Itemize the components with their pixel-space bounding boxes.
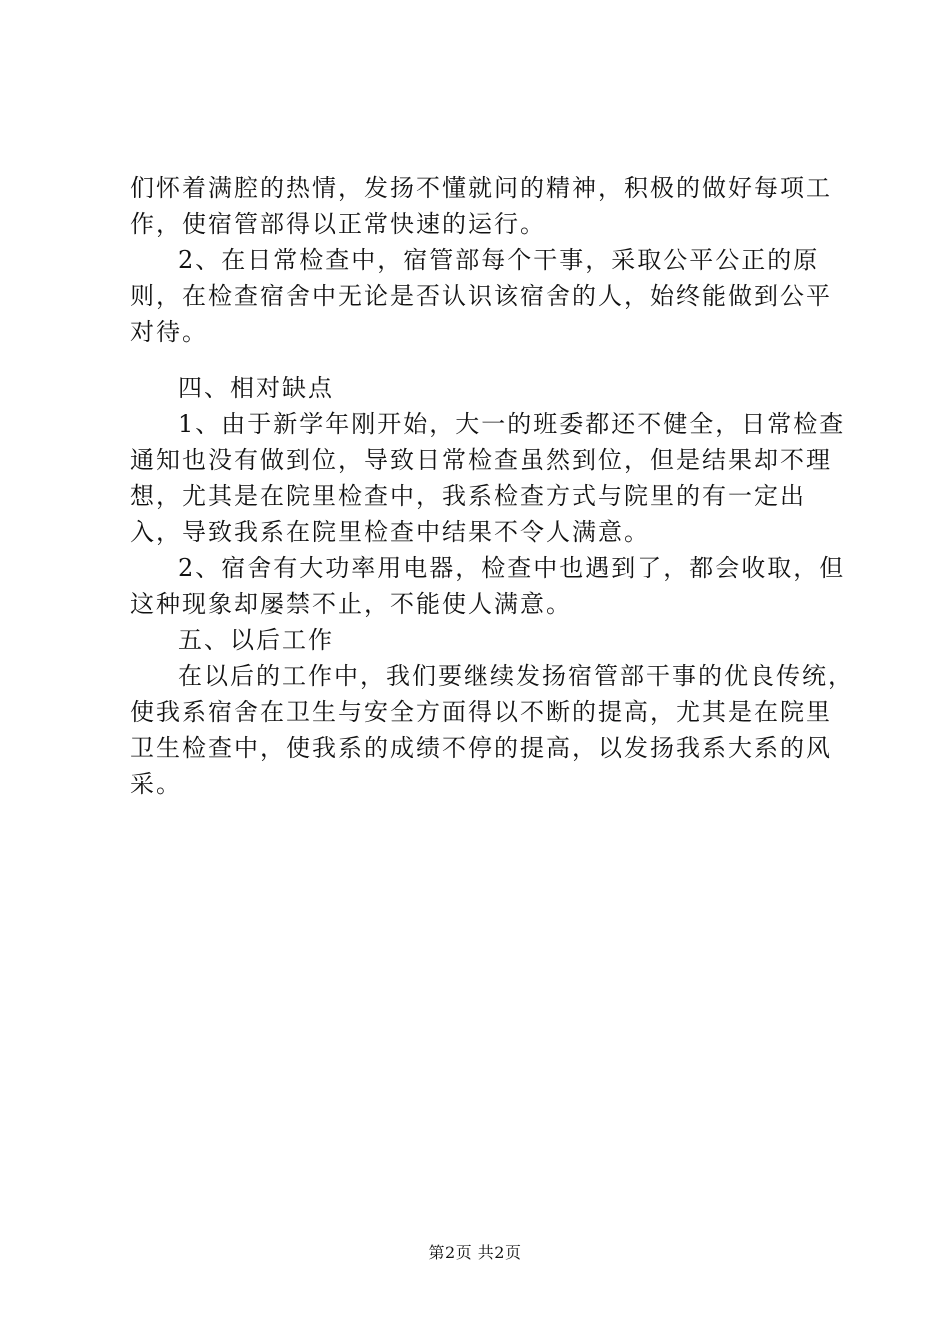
paragraph-continuation: 们怀着满腔的热情，发扬不懂就问的精神，积极的做好每项工作，使宿管部得以正常快速的运行。 — [130, 174, 832, 238]
paragraph-item-2-fairness: 2、在日常检查中，宿管部每个干事，采取公平公正的原则，在检查宿舍中无论是否认识该宿舍的人，始终能做到公平对待。 — [130, 246, 832, 346]
paragraph-shortcoming-1: 1、由于新学年刚开始，大一的班委都还不健全，日常检查通知也没有做到位，导致日常检查虽然到位，但是结果却不理想，尤其是在院里检查中，我系检查方式与院里的有一定出入，导致我系在院里检查中结果不令人满意。 — [130, 410, 846, 546]
page-number-footer: 第2页 共2页 — [428, 1243, 522, 1262]
section-heading-shortcomings: 四、相对缺点 — [178, 374, 334, 402]
section-heading-future-work: 五、以后工作 — [178, 626, 334, 654]
paragraph-future-work: 在以后的工作中，我们要继续发扬宿管部干事的优良传统，使我系宿舍在卫生与安全方面得以不断的提高，尤其是在院里卫生检查中，使我系的成绩不停的提高，以发扬我系大系的风采。 — [130, 662, 854, 798]
document-body — [130, 170, 855, 802]
paragraph-shortcoming-2: 2、宿舍有大功率用电器，检查中也遇到了，都会收取，但这种现象却屡禁不止，不能使人满意。 — [130, 554, 846, 618]
